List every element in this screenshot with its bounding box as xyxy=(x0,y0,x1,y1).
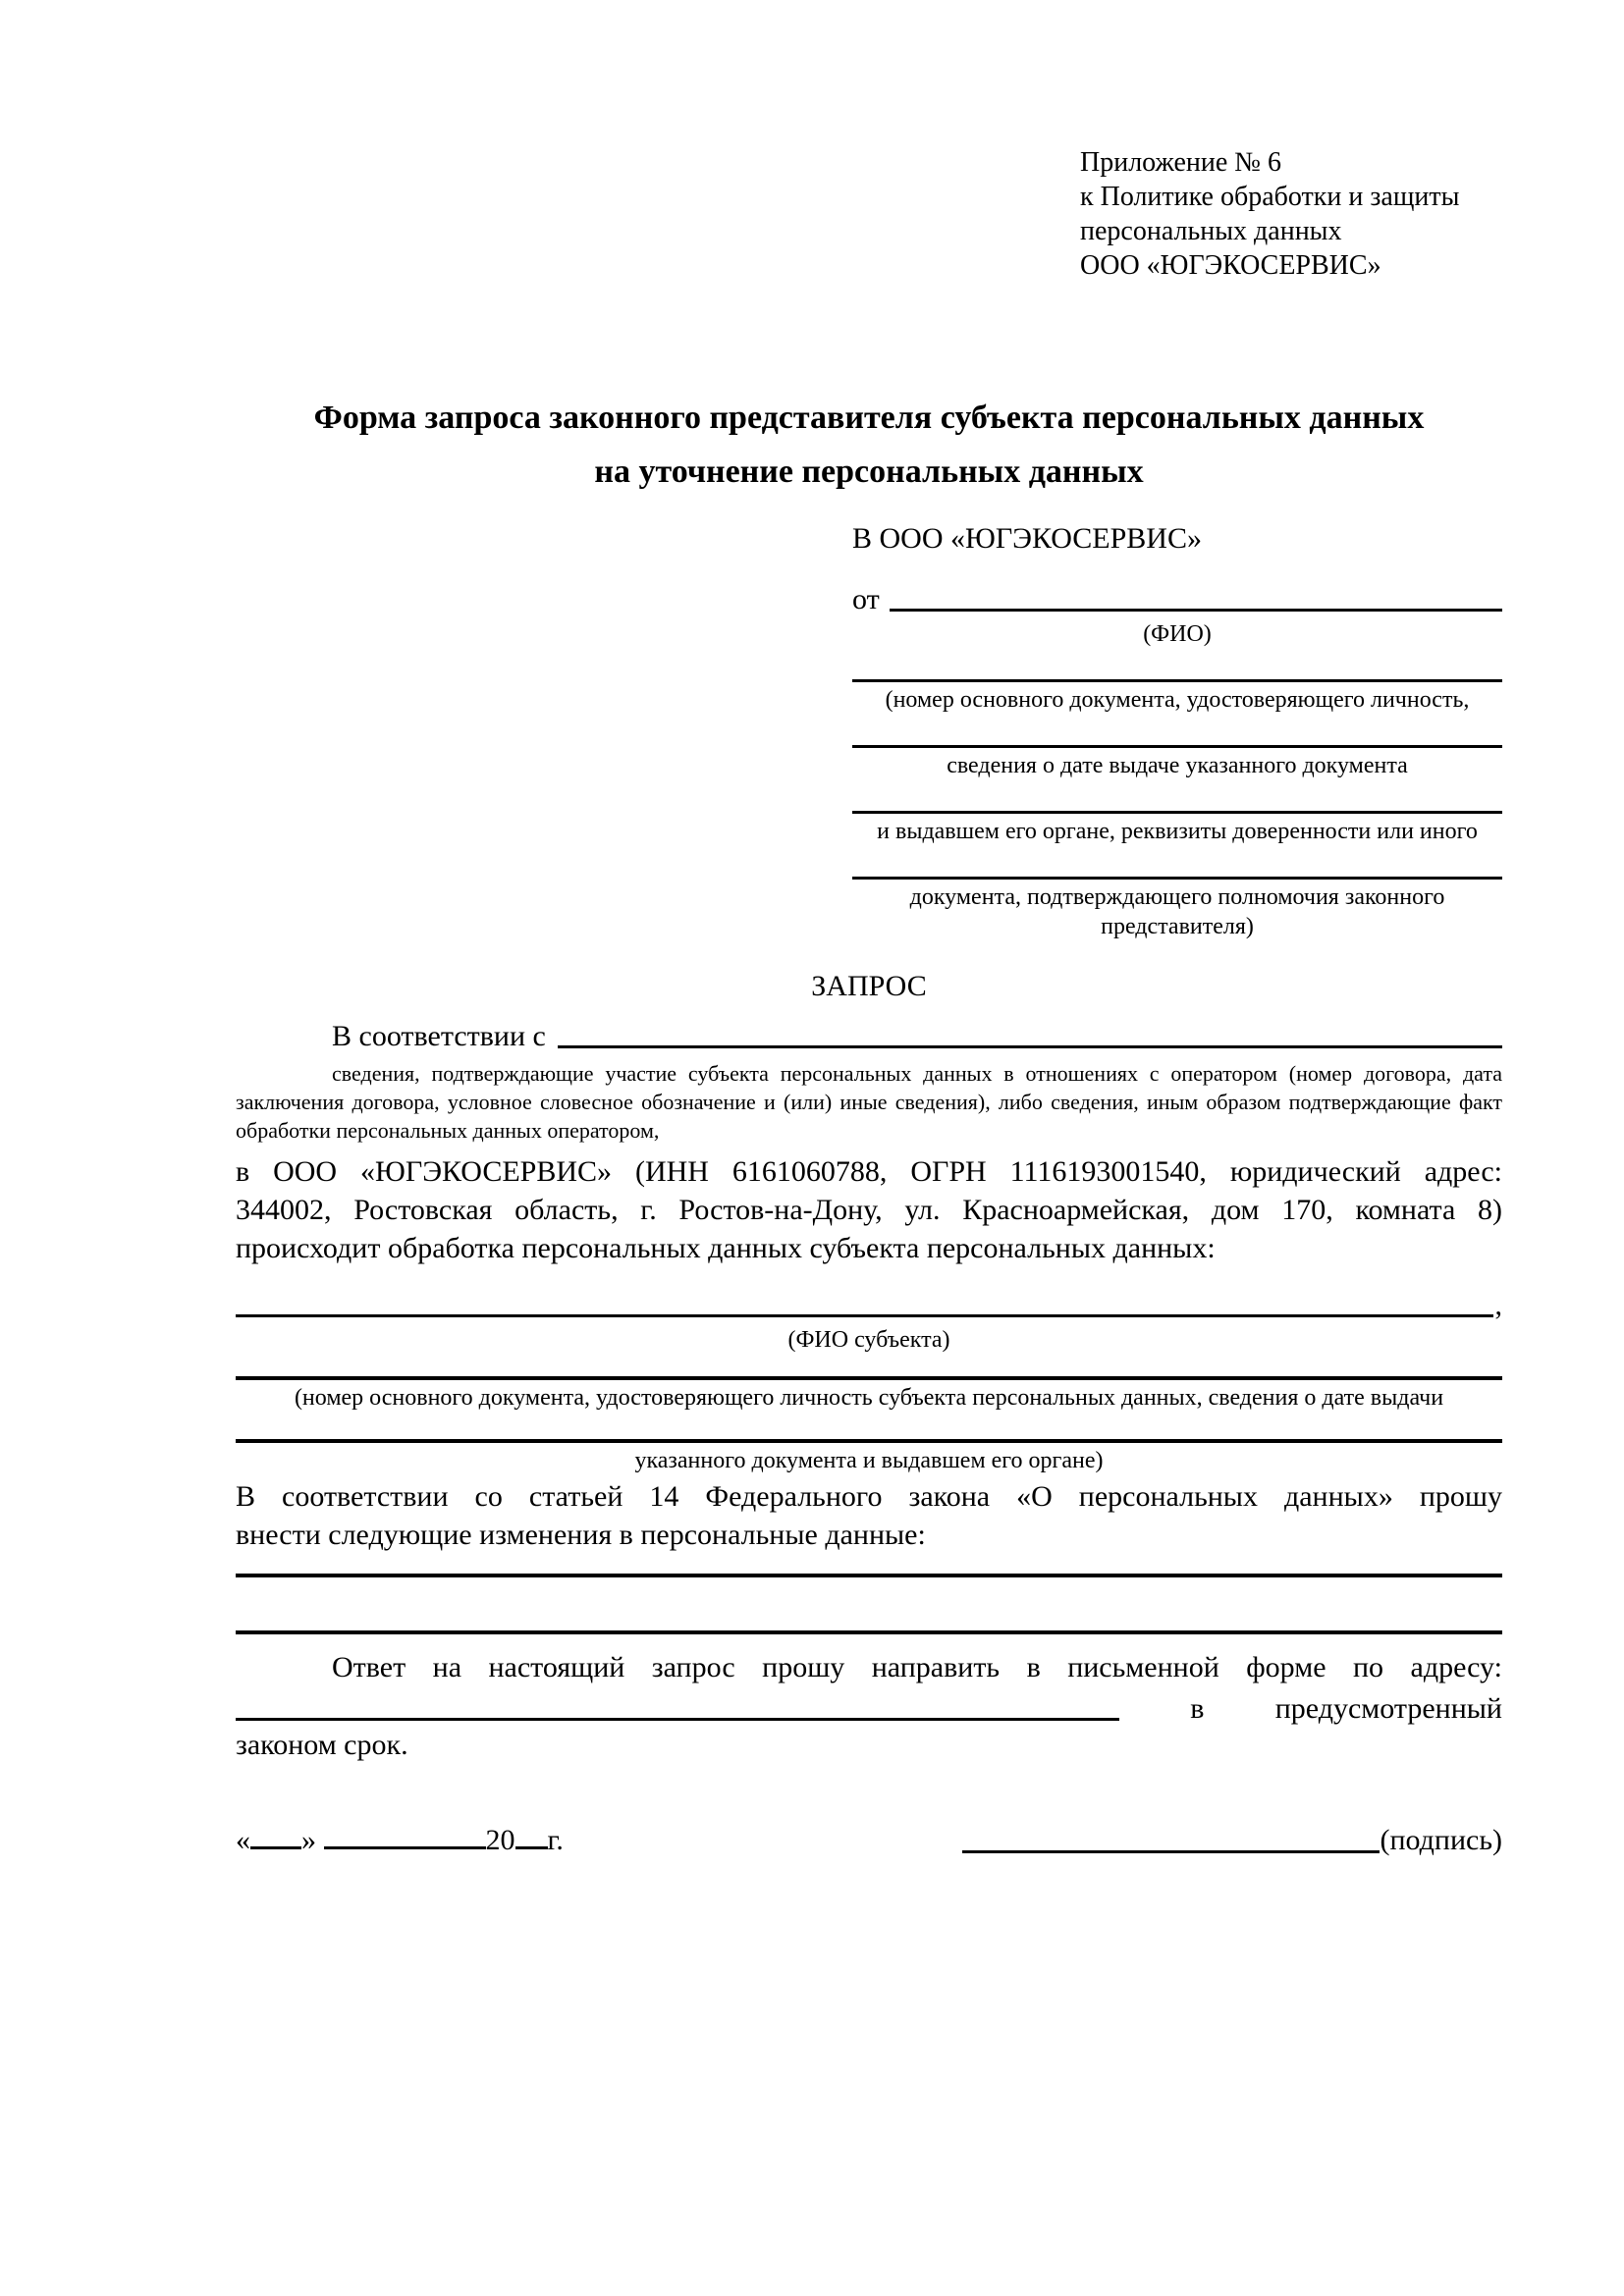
fio-caption: (ФИО) xyxy=(1143,621,1212,647)
date-day-blank xyxy=(250,1846,301,1849)
id-doc-caption: (номер основного документа, удостоверяющего личность, xyxy=(885,687,1470,713)
subject-name-comma: , xyxy=(1494,1289,1502,1321)
signature-field xyxy=(962,1823,1502,1858)
annex-header xyxy=(1080,145,1502,283)
signature-caption: (подпись) xyxy=(1380,1824,1502,1856)
subject-fio-caption: (ФИО субъекта) xyxy=(787,1327,950,1353)
from-line xyxy=(852,577,1502,616)
law-line-1: В соответствии со статьей 14 Федерального закона «О персональных данных» прошу xyxy=(236,1480,1502,1513)
signature-blank-line xyxy=(962,1850,1380,1853)
annex-line-2: к Политике обработки и защиты xyxy=(1080,182,1460,212)
date-year-suffix: г. xyxy=(547,1824,564,1856)
changes-blank-line-1 xyxy=(236,1574,1502,1577)
accordance-footnote xyxy=(236,1059,1502,1145)
addressee-to: В ООО «ЮГЭКОСЕРВИС» xyxy=(852,522,1202,555)
operator-line-1: в ООО «ЮГЭКОСЕРВИС» (ИНН 6161060788, ОГРН 1116193001540, юридический адрес: xyxy=(236,1155,1502,1188)
accordance-lead: В соответствии с xyxy=(332,1020,546,1052)
operator-line-3: происходит обработка персональных данных субъекта персональных данных: xyxy=(236,1232,1216,1264)
response-preposition: в xyxy=(1190,1692,1205,1725)
from-blank-line xyxy=(890,609,1502,612)
issue-date-blank-line xyxy=(852,715,1502,748)
title-line-1: Форма запроса законного представителя субъекта персональных данных xyxy=(313,400,1425,436)
addressee-block xyxy=(852,518,1502,941)
response-paragraph xyxy=(236,1648,1502,1764)
title-line-2: на уточнение персональных данных xyxy=(594,454,1144,490)
issue-date-caption: сведения о дате выдаче указанного документа xyxy=(947,753,1408,778)
annex-line-3: персональных данных xyxy=(1080,216,1342,246)
subject-name-line xyxy=(236,1281,1502,1322)
date-year-blank xyxy=(515,1846,548,1849)
subject-doc-caption-2: указанного документа и выдавшем его органе) xyxy=(634,1448,1104,1473)
response-tail-word: предусмотренный xyxy=(1274,1692,1502,1725)
response-line-1: Ответ на настоящий запрос прошу направить в письменной форме по адресу: xyxy=(332,1651,1502,1683)
subject-doc-blank-line-1 xyxy=(236,1376,1502,1380)
law-line-2: внести следующие изменения в персональные данные: xyxy=(236,1519,926,1551)
response-line-2 xyxy=(236,1686,1502,1726)
authority-doc-caption: документа, подтверждающего полномочия законного представителя) xyxy=(909,884,1445,939)
annex-line-1: Приложение № 6 xyxy=(1080,147,1281,178)
address-blank-line xyxy=(236,1718,1119,1721)
operator-line-2: 344002, Ростовская область, г. Ростов-на-Дону, ул. Красноармейская, дом 170, комната 8) xyxy=(236,1194,1502,1226)
annex-line-4: ООО «ЮГЭКОСЕРВИС» xyxy=(1080,250,1381,281)
request-heading: ЗАПРОС xyxy=(811,970,927,1002)
subject-name-blank-line xyxy=(236,1314,1493,1317)
changes-blank-line-2 xyxy=(236,1630,1502,1634)
accordance-line xyxy=(236,1014,1502,1053)
accordance-blank-line xyxy=(558,1045,1502,1048)
footnote-line-2: заключения договора, условное словесное обозначение и (или) иные сведения), либо сведения, иным образом подтверждающие факт xyxy=(236,1090,1502,1114)
footnote-line-1: сведения, подтверждающие участие субъекта персональных данных в отношениях с оператором (номер договора, дата xyxy=(332,1061,1502,1086)
authority-doc-blank-line xyxy=(852,846,1502,880)
operator-paragraph xyxy=(236,1152,1502,1267)
document-title xyxy=(236,391,1502,499)
date-year-prefix: 20 xyxy=(485,1824,515,1856)
date-field xyxy=(236,1823,564,1858)
issuer-blank-line xyxy=(852,780,1502,814)
signature-row xyxy=(236,1823,1502,1858)
response-line-3: законом срок. xyxy=(236,1729,408,1761)
subject-doc-blank-line-2 xyxy=(236,1439,1502,1443)
from-label: от xyxy=(852,583,880,615)
id-doc-blank-line xyxy=(852,649,1502,682)
date-quote-open: « xyxy=(236,1824,250,1856)
law-paragraph xyxy=(236,1477,1502,1554)
date-month-blank xyxy=(324,1846,486,1849)
footnote-line-3: обработки персональных данных оператором, xyxy=(236,1118,660,1143)
issuer-caption: и выдавшем его органе, реквизиты доверенности или иного xyxy=(877,819,1478,844)
subject-doc-caption-1: (номер основного документа, удостоверяющего личность субъекта персональных данных, сведения о дате выдачи xyxy=(294,1385,1444,1411)
date-quote-close: » xyxy=(301,1824,316,1856)
